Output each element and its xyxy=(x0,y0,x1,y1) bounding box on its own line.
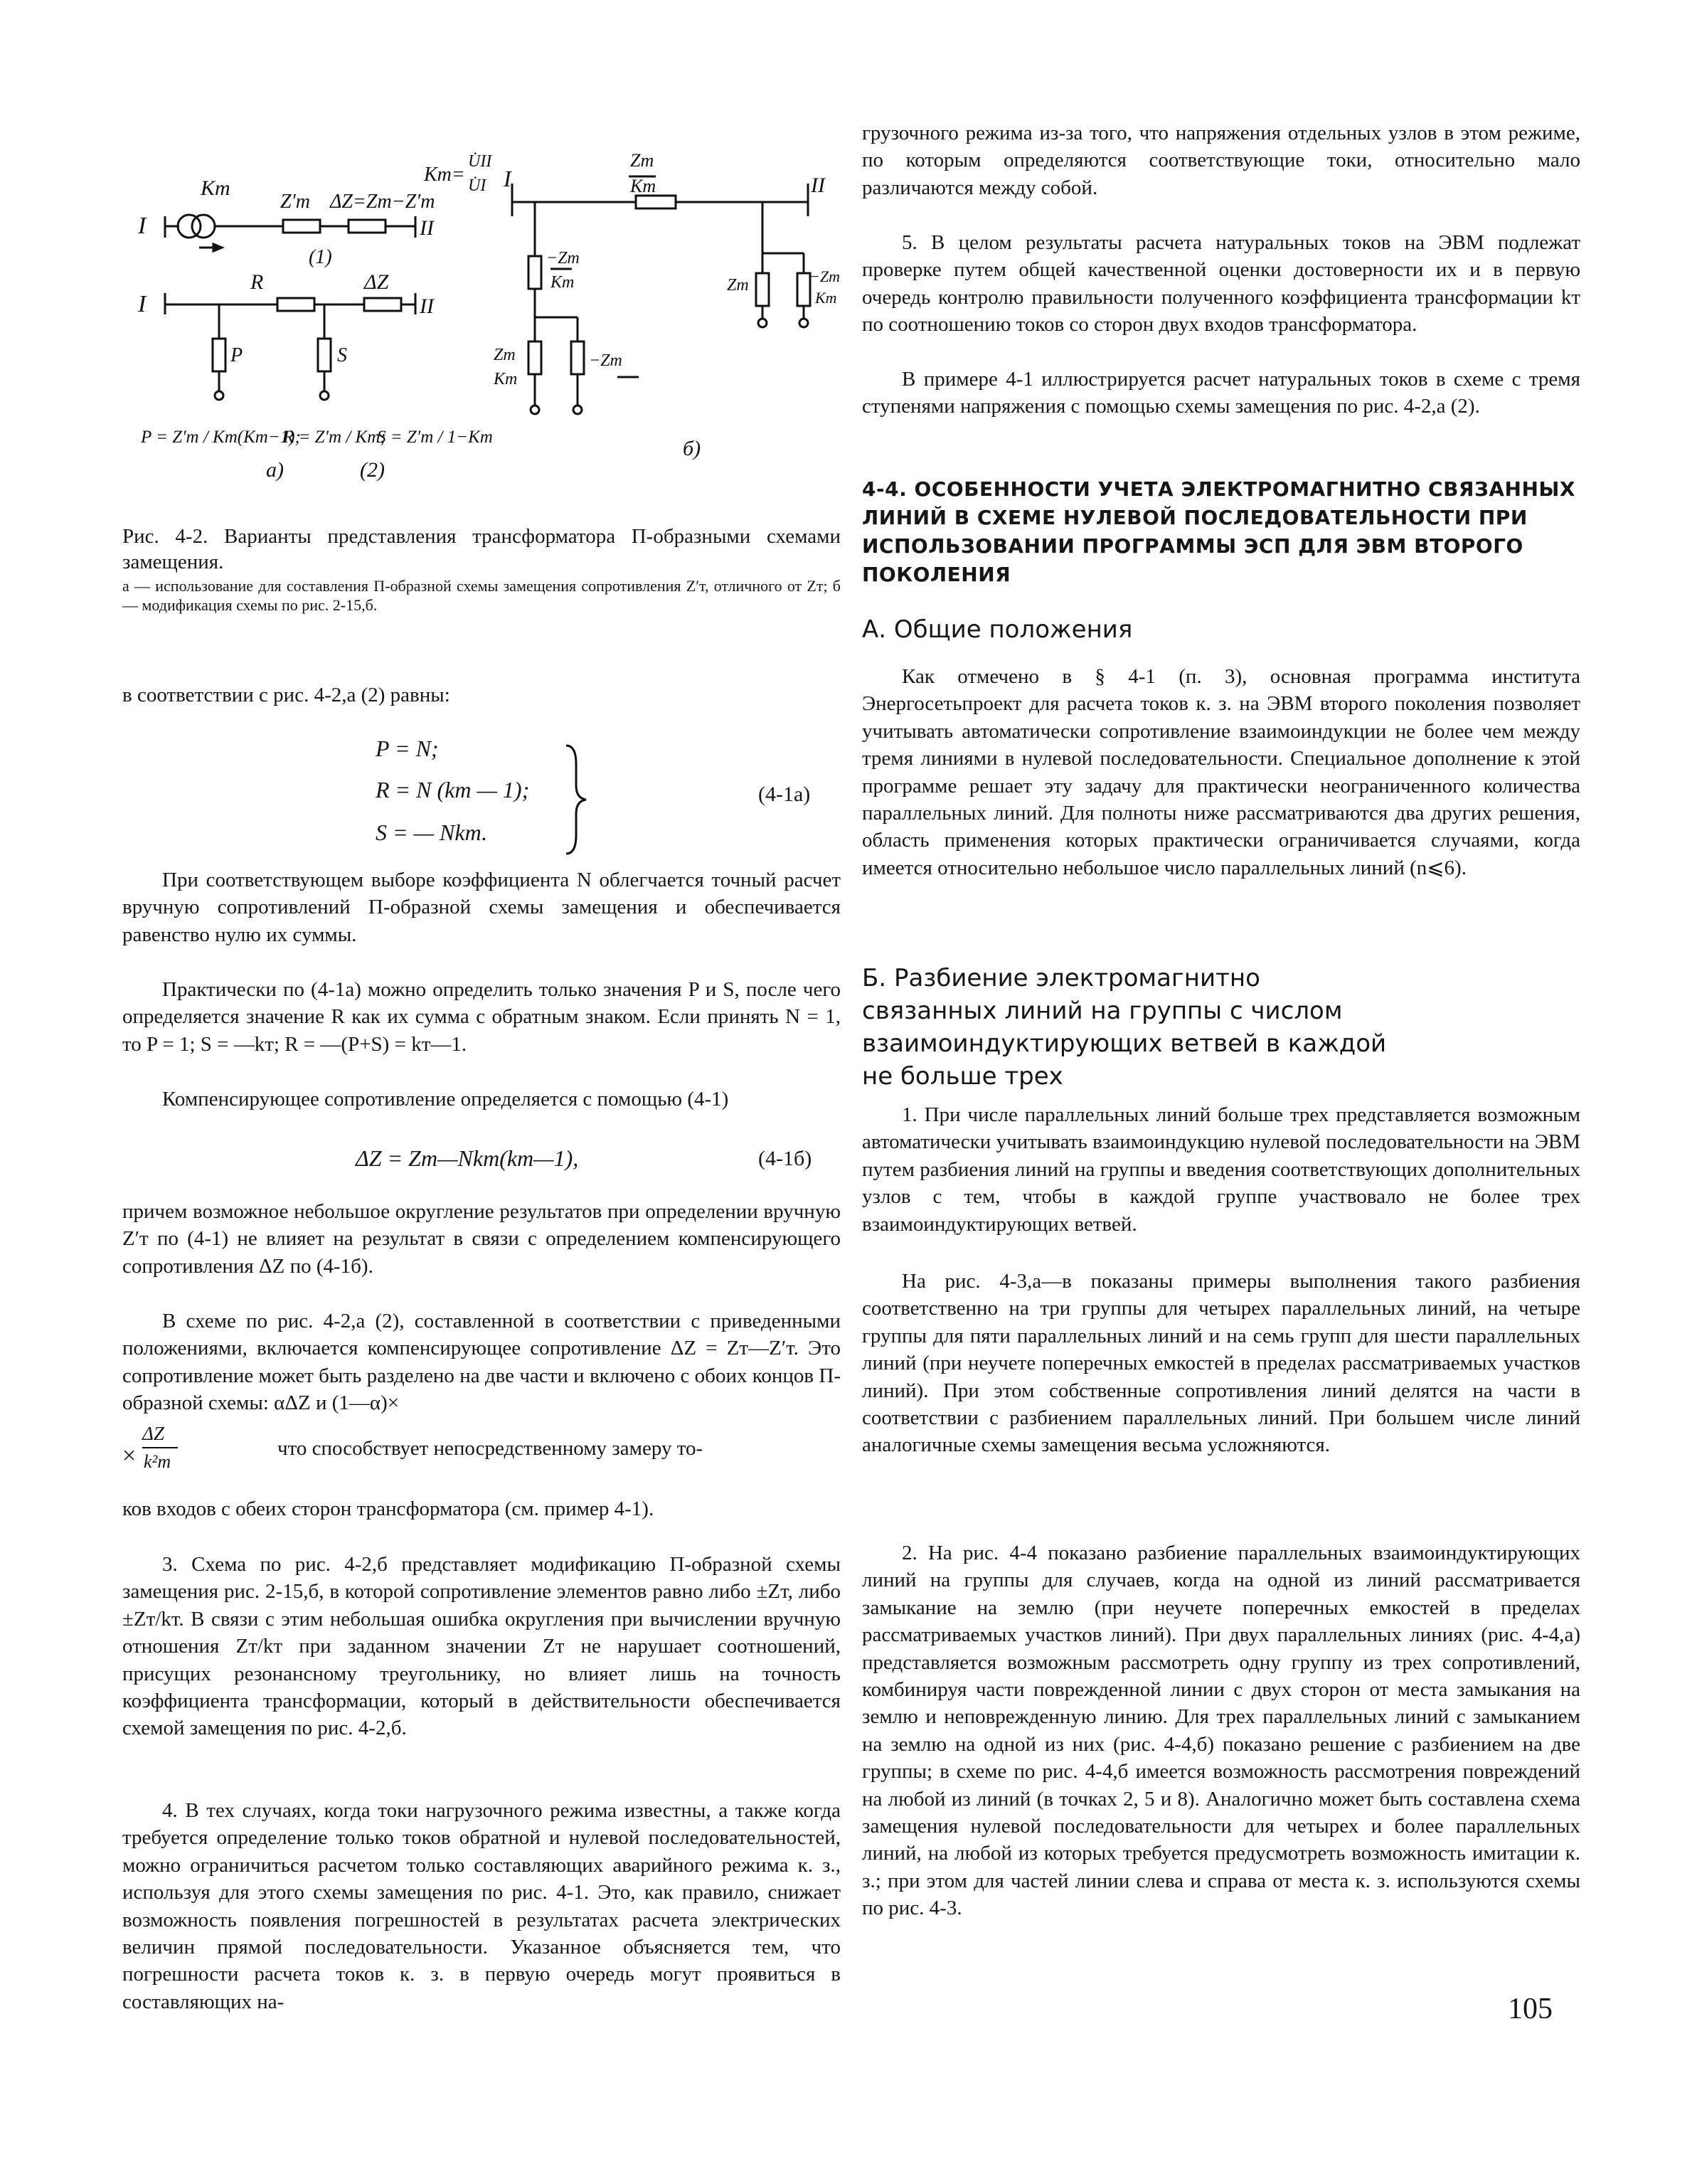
label-dz: ΔZ xyxy=(364,270,389,294)
label-node-i-a1: I xyxy=(138,213,147,239)
label-part-b: б) xyxy=(683,437,701,460)
label-node-ii-b: II xyxy=(811,174,825,197)
paragraph-intro: в соответствии с рис. 4-2,а (2) равны: xyxy=(122,684,450,706)
scheme-a1 xyxy=(165,215,415,251)
subsection-heading-b: Б. Разбиение электромагнитно связанных линий на группы с числом взаимоиндуктирующих ветвей в каждой не больше трех xyxy=(862,964,1387,1091)
label-s: S xyxy=(337,344,347,366)
label-zt-prime: Z′т xyxy=(280,191,310,213)
equation-4-1a-line2: R = N (kт — 1); xyxy=(376,777,530,802)
paragraph-item-4: 4. В тех случаях, когда токи нагрузочного режима известны, а также когда требуется определение только токов обратной и нулевой последовательностей, можно ограничиться расчетом только составляющих аварийного режима к. з., используя для этого схемы замещения по рис. 4-1. Это, как правило, снижает возможность появления погрешностей в результатах расчета электрических величин прямой последовательности. Указанное объясняется тем, что погрешности расчета токов к. з. в первую очередь могут проявиться в составляющих на- xyxy=(122,1799,841,2013)
fraction-bar xyxy=(142,1447,178,1448)
resistor-zt-prime xyxy=(283,220,320,233)
subsection-heading-a: А. Общие положения xyxy=(862,615,1133,644)
paragraph-inputs: ков входов с обеих сторон трансформатора (см. пример 4-1). xyxy=(122,1497,654,1520)
terminal-b-2 xyxy=(573,405,582,414)
label-u-ii: U̇II xyxy=(468,152,492,171)
label-kt-top: Kт xyxy=(630,176,656,196)
resistor-minus-zt-kt-right xyxy=(797,273,810,306)
label-node-i-b: I xyxy=(504,166,511,191)
paragraph-scheme-4-2a: В схеме по рис. 4-2,а (2), составленной в соответствии с приведенными положениями, включается компенсирующее сопротивление ΔZ = Zт—Z′т. Это сопротивление может быть разделено на две части и включено с обоих концов П-образной схемы: αΔZ и (1—α)× xyxy=(122,1310,841,1415)
fraction-numerator: ΔZ xyxy=(142,1423,164,1444)
equation-4-1b-number: (4-1б) xyxy=(758,1147,812,1170)
label-r-formula: R = Z′т / Kт; xyxy=(283,428,386,447)
resistor-zt-kt-bottom xyxy=(528,341,541,374)
transformer-coil-2 xyxy=(192,215,215,238)
label-s-formula: S = Z′т / 1−Kт xyxy=(377,428,493,447)
resistor-s xyxy=(318,339,331,371)
label-dz-def: ΔZ=Zт−Z′т xyxy=(330,191,435,213)
section-heading-4-4: 4-4. ОСОБЕННОСТИ УЧЕТА ЭЛЕКТРОМАГНИТНО СВЯЗАННЫХ ЛИНИЙ В СХЕМЕ НУЛЕВОЙ ПОСЛЕДОВАТЕЛЬНОСТИ ПРИ ИСПОЛЬЗОВАНИИ ПРОГРАММЫ ЭСП ДЛЯ ЭВМ ВТОРОГО ПОКОЛЕНИЯ xyxy=(862,477,1576,586)
terminal-s xyxy=(320,391,329,400)
resistor-dz-1 xyxy=(349,220,385,233)
resistor-dz-2 xyxy=(364,298,401,311)
equation-4-1a-line1: P = N; xyxy=(376,736,439,761)
paragraph-b-item-2: 2. На рис. 4-4 показано разбиение параллельных взаимоиндуктирующих линий на группы для случаев, когда на одной из линий рассматривается замыкание на землю (при неучете поперечных емкостей в пределах рассматриваемых участков линий). При двух параллельных линиях (рис. 4-4,а) представляется возможным рассмотреть одну группу из трех сопротивлений, комбинируя части поврежденной линии с двух сторон от места замыкания на землю и неповрежденную линию. Для трех параллельных линий с замыканием на землю на одной из них (рис. 4-4,б) показано решение с разбиением на две группы; в схеме по рис. 4-4,б имеется возможность рассмотрения повреждений на любой из линий (в точках 2, 5 и 8). Аналогично может быть составлена схема замещения нулевой последовательности для четырех и более параллельных линий, на любой из которых требуется предусмотреть возможность имитации к. з.; при этом для частей линии слева и справа от места к. з. используются схемы по рис. 4-3. xyxy=(862,1542,1580,1920)
resistor-p xyxy=(213,339,225,371)
equation-4-1a-line3: S = — Nkт. xyxy=(376,820,488,845)
label-zt-right: Zт xyxy=(727,276,749,295)
paragraph-continuation: грузочного режима из-за того, что напряжения отдельных узлов в этом режиме, по которым определяются соответствующие токи, относительно мало различаются между собой. xyxy=(862,122,1580,199)
label-r: R xyxy=(250,270,264,294)
resistor-zt-kt-series xyxy=(636,196,676,208)
label-minus-zt-left: −Zт xyxy=(546,249,580,267)
label-p-formula: P = Z′т / Kт(Kт−1); xyxy=(141,428,301,447)
label-kt-a1: Kт xyxy=(201,176,230,200)
equation-brace xyxy=(562,743,590,857)
label-u-i: U̇I xyxy=(468,176,486,195)
paragraph-compensating: Компенсирующее сопротивление определяется с помощью (4-1) xyxy=(162,1088,729,1110)
terminal-p xyxy=(215,391,223,400)
paragraph-example-4-1: В примере 4-1 иллюстрируется расчет натуральных токов в схеме с тремя ступенями напряжения с помощью схемы замещения по рис. 4-2,а (2). xyxy=(862,368,1580,418)
paragraph-b-item-1: 1. При числе параллельных линий больше трех представляется возможным автоматически учитывать взаимоиндукцию нулевой последовательности на ЭВМ путем разбиения линий на группы и введения соответствующих дополнительных узлов с тем, чтобы в каждой группе участвовало не более трех взаимоиндуктирующих ветвей. xyxy=(862,1103,1580,1236)
label-part-a: а) xyxy=(266,458,284,482)
figure-4-2 xyxy=(122,121,841,519)
resistor-r xyxy=(277,298,314,311)
paragraph-rounding: причем возможное небольшое округление результатов при определении вручную Z′т по (4-1) не влияет на результат в связи с определением компенсирующего сопротивления ΔZ по (4-1б). xyxy=(122,1200,841,1278)
resistor-minus-zt-kt-left xyxy=(528,256,541,289)
fraction-denominator: k²т xyxy=(144,1451,171,1472)
resistor-zt-right xyxy=(756,273,769,306)
label-kt-left: Kт xyxy=(550,273,575,292)
transformer-coil-1 xyxy=(178,215,201,238)
resistor-minus-zt-bottom xyxy=(571,341,584,374)
equation-4-1b: ΔZ = Zт—Nkт(kт—1), xyxy=(356,1145,579,1171)
label-node-ii-a1: II xyxy=(420,216,434,240)
label-kt-ratio: Kт= xyxy=(424,164,465,186)
paragraph-practically: Практически по (4-1а) можно определить только значения P и S, после чего определяется значение R как их сумма с обратным знаком. Если принять N = 1, то P = 1; S = —kт; R = —(P+S) = kт—1. xyxy=(122,978,841,1056)
label-minus-zt-bottom: −Zт xyxy=(589,351,622,370)
paragraph-item-5: 5. В целом результаты расчета натуральных токов на ЭВМ подлежат проверке путем общей качественной оценки достоверности их и в первую очередь контролю правильности полученного коэффициента трансформации kт по соотношению токов со сторон двух входов трансформатора. xyxy=(862,231,1580,336)
paragraph-coefficient-n: При соответствующем выборе коэффициента N облегчается точный расчет вручную сопротивлений П-образной схемы замещения и обеспечивается равенство нулю их суммы. xyxy=(122,869,841,946)
paragraph-b-figure-4-3: На рис. 4-3,а—в показаны примеры выполнения такого разбиения соответственно на три группы для четырех параллельных линий, на четыре группы для пяти параллельных линий и на семь групп для шести параллельных линий (при неучете поперечных емкостей в пределах рассматриваемых участков линий). При этом собственные сопротивления линий делятся на части в соответствии с разбиением параллельных линий. При большем числе линий аналогичные схемы замещения весьма усложняются. xyxy=(862,1270,1580,1457)
label-minus-zt-right: −Zт xyxy=(809,267,840,285)
label-zt-bottom: Zт xyxy=(494,346,516,364)
paragraph-item-3: 3. Схема по рис. 4-2,б представляет модификацию П-образной схемы замещения рис. 2-15,б, в которой сопротивление элементов равно либо ±Zт, либо ±Zт/kт. В связи с этим небольшая ошибка округления при вычислении вручную отношения Zт/kт при заданном значении Zт не нарушает соотношений, присущих резонансному треугольнику, но влияет лишь на точность коэффициента трансформации, который в действительности обеспечивается схемой замещения по рис. 4-2,б. xyxy=(122,1553,841,1740)
fraction-tail: что способствует непосредственному замеру то- xyxy=(277,1437,703,1460)
scheme-b xyxy=(512,176,810,414)
label-p: P xyxy=(230,344,243,366)
label-node-ii-a2: II xyxy=(420,295,434,318)
terminal-b-4 xyxy=(799,319,808,327)
label-zt-top: Zт xyxy=(630,150,654,171)
scheme-a2 xyxy=(165,293,415,400)
fraction-prefix: × xyxy=(122,1443,137,1469)
label-sub2: (2) xyxy=(360,458,385,482)
label-kt-bottom: Kт xyxy=(494,370,518,388)
terminal-b-1 xyxy=(531,405,539,414)
figure-caption-title: Рис. 4-2. Варианты представления трансформатора П-образными схемами замещения. xyxy=(122,525,841,573)
label-kt-right: Kт xyxy=(815,289,837,307)
terminal-b-3 xyxy=(758,319,767,327)
label-node-i-a2: I xyxy=(138,291,147,317)
paragraph-general: Как отмечено в § 4-1 (п. 3), основная программа института Энергосетьпроект для расчета токов к. з. на ЭВМ второго поколения позволяет учитывать автоматически сопротивление взаимоиндукции не более чем между тремя линиями в нулевой последовательности. Специальное дополнение к этой программе решает эту задачу для практически неограниченного количества параллельных линий. Для полноты ниже рассматриваются два других решения, область применения которых практически ограничивается случаями, когда имеется относительно небольшое число параллельных линий (n⩽6). xyxy=(862,665,1580,879)
page-number: 105 xyxy=(1508,1993,1553,2025)
label-sub1: (1) xyxy=(309,246,332,268)
figure-caption-note: а — использование для составления П-образной схемы замещения сопротивления Z′т, отличного от Zт; б — модификация схемы по рис. 2-15,б. xyxy=(122,577,841,614)
equation-4-1a-number: (4-1а) xyxy=(758,783,811,806)
